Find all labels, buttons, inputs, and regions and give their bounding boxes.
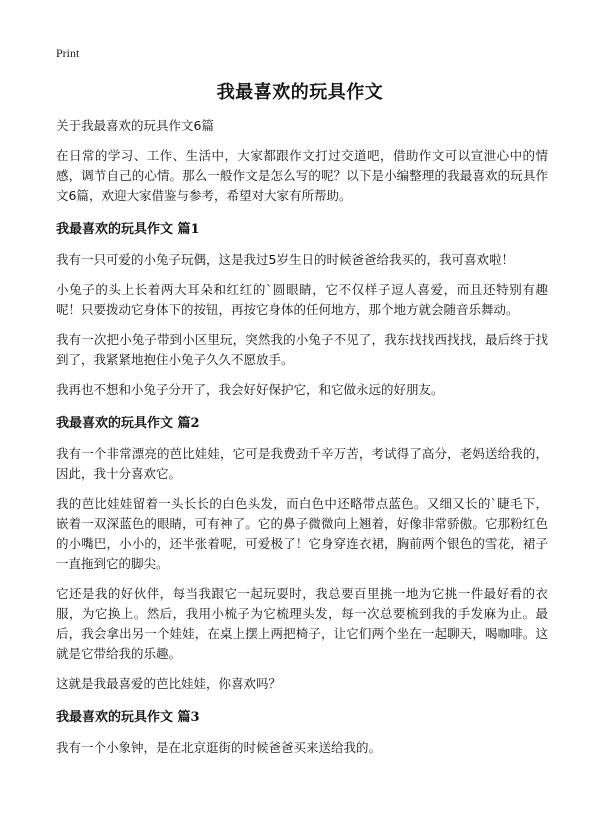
section-1-paragraph-1: 我有一只可爱的小兔子玩偶，这是我过5岁生日的时候爸爸给我买的，我可喜欢啦！ <box>56 252 514 267</box>
document-body <box>56 116 548 768</box>
section-2-paragraph-2: 我的芭比娃娃留着一头长长的白色头发，而白色中还略带点蓝色。又细又长的`睫毛下，嵌着一双深蓝色的眼睛，可有神了。它的鼻子微微向上翘着，好像非常骄傲。它那粉红色的小嘴巴，小小的，还半张着呢，可爱极了！它身穿连衣裙，胸前两个银色的雪花，裙子一直拖到它的脚尖。 <box>56 496 548 571</box>
section-1-paragraph-3: 我有一次把小兔子带到小区里玩，突然我的小兔子不见了，我东找找西找找，最后终于找到了，我紧紧地抱住小兔子久久不愿放手。 <box>56 332 548 367</box>
section-heading-1: 我最喜欢的玩具作文 篇1 <box>56 222 200 237</box>
section-2-paragraph-3: 它还是我的好伙伴，每当我跟它一起玩耍时，我总要百里挑一地为它挑一件最好看的衣服，为它换上。然后，我用小梳子为它梳理头发，每一次总要梳到我的手发麻为止。最后，我会拿出另一个娃娃，在桌上摆上两把椅子，让它们两个坐在一起聊天，喝咖啡。这就是它带给我的乐趣。 <box>56 586 548 661</box>
section-heading-3: 我最喜欢的玩具作文 篇3 <box>56 710 200 725</box>
section-1-paragraph-4: 我再也不想和小兔子分开了，我会好好保护它，和它做永远的好朋友。 <box>56 382 444 397</box>
section-2-paragraph-1: 我有一个非常漂亮的芭比娃娃，它可是我费劲千辛万苦，考试得了高分，老妈送给我的，因此，我十分喜欢它。 <box>56 446 548 481</box>
print-label: Print <box>56 46 80 60</box>
intro-paragraph: 在日常的学习、工作、生活中，大家都跟作文打过交道吧，借助作文可以宣泄心中的情感，调节自己的心情。那么一般作文是怎么写的呢？以下是小编整理的我最喜欢的玩具作文6篇，欢迎大家借鉴与参考，希望对大家有所帮助。 <box>56 148 548 203</box>
section-3-paragraph-1: 我有一个小象钟，是在北京逛街的时候爸爸买来送给我的。 <box>56 740 382 755</box>
section-2-paragraph-4: 这就是我最喜爱的芭比娃娃，你喜欢吗？ <box>56 676 282 691</box>
section-heading-2: 我最喜欢的玩具作文 篇2 <box>56 416 200 431</box>
section-1-paragraph-2: 小兔子的头上长着两大耳朵和红红的`圆眼睛，它不仅样子逗人喜爱，而且还特别有趣呢！只要拨动它身体下的按钮，再按它身体的任何地方，那个地方就会随音乐舞动。 <box>56 282 548 317</box>
page-title: 我最喜欢的玩具作文 <box>216 82 384 103</box>
document-subtitle: 关于我最喜欢的玩具作文6篇 <box>56 118 214 133</box>
